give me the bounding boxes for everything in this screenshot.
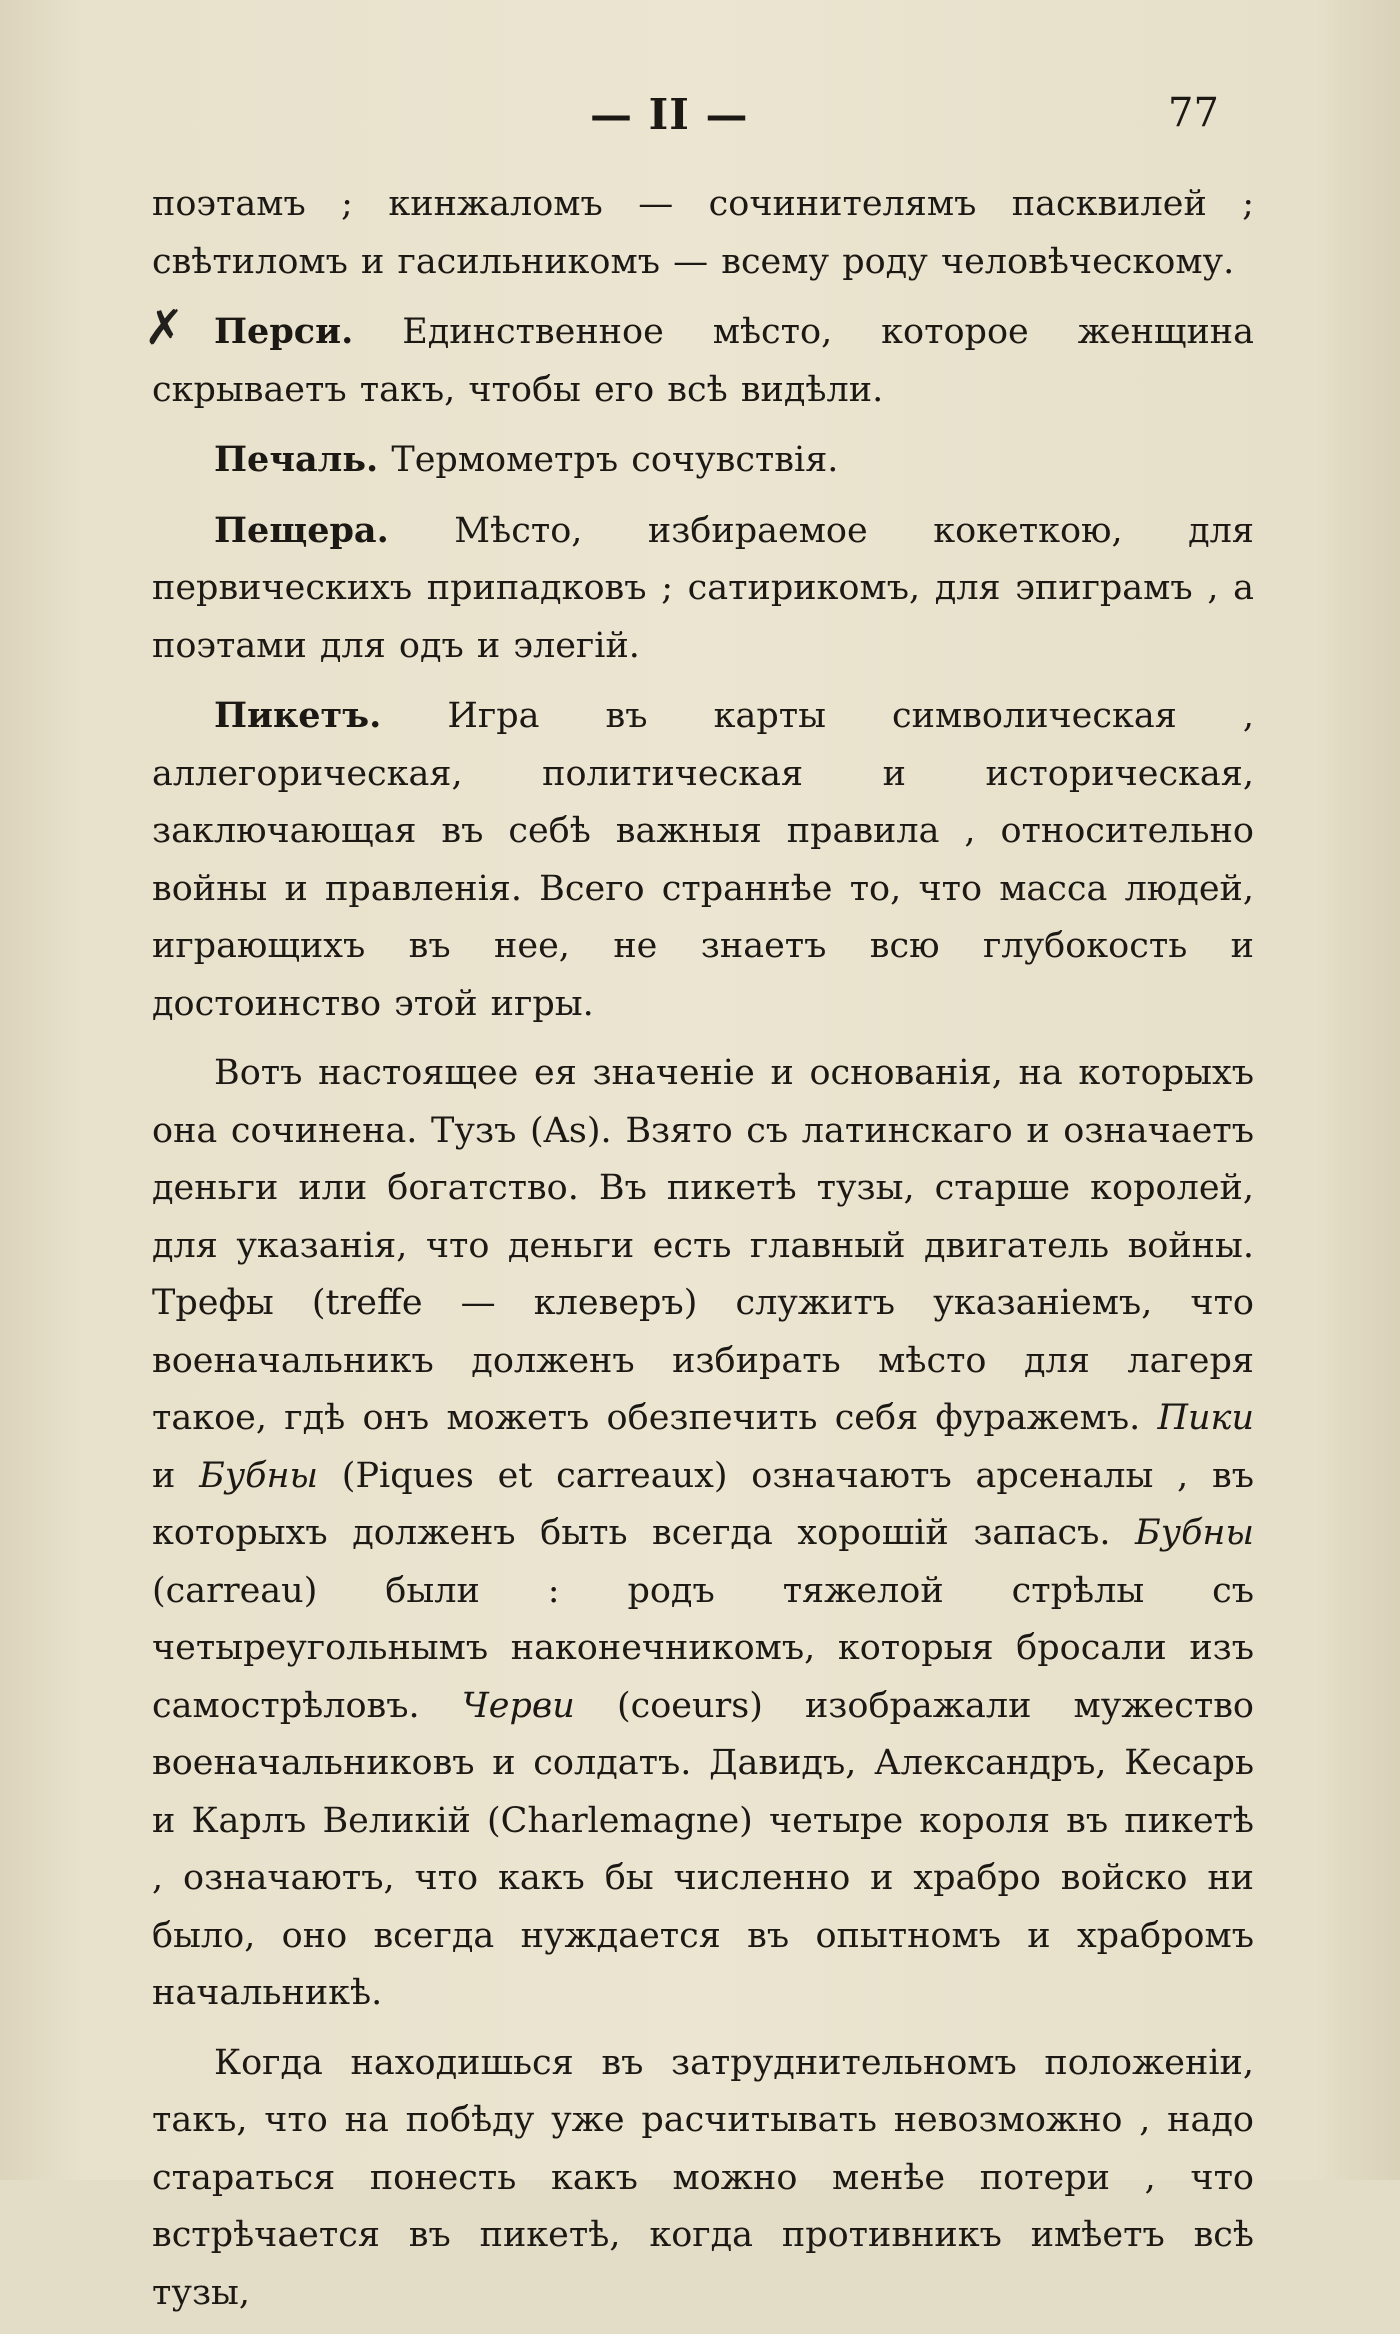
signature-mark: — II —	[590, 90, 749, 139]
entry-definition: Игра въ карты символическая , аллегорическая, политическая и историческая, заключающая въ себѣ важныя правила , относительно войны и правленія. Всего страннѣе то, что масса людей, играющихъ въ нее, не знаетъ всю глубокость и достоинство этой игры.	[152, 696, 1254, 1024]
italic-word-bubny: Бубны	[1135, 1513, 1254, 1553]
paragraph-continuation	[152, 176, 1254, 291]
paragraph-text: Вотъ настоящее ея значеніе и основанія, на которыхъ она сочинена. Тузъ (As). Взято съ латинскаго и означаетъ деньги или богатство. Въ пикетѣ тузы, старше королей, для указанія, что деньги есть главный двигатель войны. Трефы (treffe — клеверъ) служитъ указаніемъ, что военачальникъ долженъ избирать мѣсто для лагеря такое, гдѣ онъ можетъ обезпечить себя фуражемъ.	[152, 1053, 1254, 1438]
entry-peshchera	[152, 502, 1254, 676]
entry-definition: Термометръ сочувствія.	[378, 440, 839, 480]
page-header	[0, 84, 1400, 144]
paragraph-text: поэтамъ ; кинжаломъ — сочинителямъ пасквилей ; свѣтиломъ и гасильникомъ — всему роду человѣческому.	[152, 184, 1254, 282]
entry-term: Перси.	[214, 311, 354, 352]
entry-piket	[152, 687, 1254, 1033]
italic-word-bubny: Бубны	[199, 1455, 319, 1496]
paragraph-text: (carreau) были : родъ тяжелой стрѣлы съ четыреугольнымъ наконечникомъ, которыя бросали изъ самострѣловъ.	[152, 1570, 1254, 1726]
entry-pechal	[152, 431, 1254, 490]
paragraph-text: (coeurs) изображали мужество военачальниковъ и солдатъ. Давидъ, Александръ, Кесарь и Карлъ Великій (Charlemagne) четыре короля въ пикетѣ , означаютъ, что какъ бы численно и храбро войско ни было, оно всегда нуждается въ опытномъ и храбромъ начальникѣ.	[152, 1685, 1254, 2013]
entry-definition: Мѣсто, избираемое кокеткою, для первическихъ припадковъ ; сатирикомъ, для эпиграмъ , а поэтами для одъ и элегій.	[152, 510, 1254, 666]
entry-term: Пикетъ.	[214, 695, 382, 736]
paragraph-text: (Piques et carreaux) означаютъ арсеналы , въ которыхъ долженъ быть всегда хорошій запасъ.	[152, 1455, 1255, 1553]
paragraph-piket-meaning	[152, 1045, 1254, 2023]
paragraph-text: и	[152, 1455, 200, 1496]
entry-persi	[152, 303, 1254, 419]
page-number: 77	[1168, 90, 1219, 136]
paragraph-text: Когда находишься въ затруднительномъ положеніи, такъ, что на побѣду уже расчитывать невозможно , надо стараться понесть какъ можно менѣе потери , что встрѣчается въ пикетѣ, когда противникъ имѣетъ всѣ тузы,	[152, 2042, 1254, 2313]
page-body	[152, 176, 1254, 2334]
entry-definition: Единственное мѣсто, которое женщина скрываетъ такъ, чтобы его всѣ видѣли.	[152, 312, 1254, 410]
italic-word-piki: Пики	[1157, 1398, 1254, 1438]
entry-term: Пещера.	[214, 509, 389, 551]
paragraph-difficult-position	[152, 2035, 1254, 2323]
italic-word-chervi: Черви	[461, 1685, 575, 1726]
handwritten-cross-mark: ✗	[144, 300, 185, 356]
entry-term: Печаль.	[214, 439, 379, 480]
